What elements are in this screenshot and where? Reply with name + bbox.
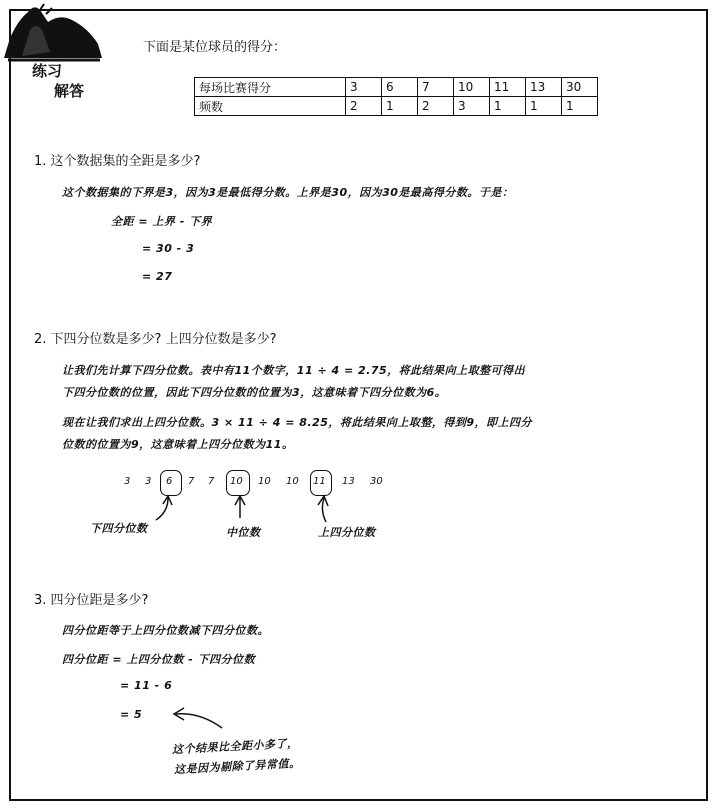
table-cell: 13 [526,78,562,97]
q2-para1-line2: 下四分位数的位置，因此下四分位数的位置为3，这意味着下四分位数为6。 [62,386,447,399]
table-row [195,97,598,116]
q3-formula-line1: 四分位距 = 上四分位数 - 下四分位数 [62,653,256,666]
table-cell: 3 [454,97,490,116]
table-cell: 30 [562,78,598,97]
sequence-value: 6 [166,476,173,487]
table-row [195,78,598,97]
exercise-badge [0,0,110,100]
sequence-value: 11 [313,476,326,487]
table-cell: 2 [346,97,382,116]
lower-quartile-label: 下四分位数 [90,522,148,535]
table-cell: 6 [382,78,418,97]
table-cell: 1 [490,97,526,116]
table-cell: 3 [346,78,382,97]
q1-formula-line2: = 30 - 3 [142,242,195,255]
q2-para2-line1: 现在让我们求出上四分位数。3 × 11 ÷ 4 = 8.25，将此结果向上取整，得到9，即上四分 [62,416,533,429]
table-cell: 11 [490,78,526,97]
q3-answer: 四分位距等于上四分位数减下四分位数。 [62,624,269,637]
table-cell: 7 [418,78,454,97]
q1-answer: 这个数据集的下界是3，因为3是最低得分数。上界是30，因为30是最高得分数。于是： [62,186,514,199]
sequence-value: 30 [370,476,383,487]
table-cell: 频数 [195,97,346,116]
sequence-value: 10 [286,476,299,487]
intro-text: 下面是某位球员的得分： [143,40,287,55]
question-2: 2. 下四分位数是多少? 上四分位数是多少? [34,332,277,347]
sequence-value: 10 [258,476,271,487]
table-cell: 每场比赛得分 [195,78,346,97]
upper-quartile-label: 上四分位数 [318,526,376,539]
badge-line2: 解答 [54,82,85,100]
q3-note-line2: 这是因为剔除了异常值。 [173,756,301,777]
question-1: 1. 这个数据集的全距是多少? [34,154,201,169]
badge-line1: 练习 [32,62,63,80]
sequence-value: 13 [342,476,355,487]
table-cell: 10 [454,78,490,97]
sequence-value: 3 [124,476,131,487]
median-label: 中位数 [226,526,261,539]
q1-formula-line3: = 27 [142,270,173,283]
q2-para1-line1: 让我们先计算下四分位数。表中有11个数字，11 ÷ 4 = 2.75，将此结果向上取整可得出 [62,364,526,377]
q3-note-line1: 这个结果比全距小多了， [171,736,299,757]
score-frequency-table [194,77,598,116]
page-frame [9,9,708,801]
q2-para2-line2: 位数的位置为9，这意味着上四分位数为11。 [62,438,294,451]
question-3: 3. 四分位距是多少? [34,593,149,608]
table-cell: 1 [382,97,418,116]
table-cell: 1 [562,97,598,116]
q3-formula-line2: = 11 - 6 [120,679,173,692]
sequence-value: 7 [208,476,215,487]
table-cell: 1 [526,97,562,116]
sequence-value: 7 [188,476,195,487]
table-cell: 2 [418,97,454,116]
sequence-value: 10 [230,476,243,487]
q3-formula-line3: = 5 [120,708,143,721]
q1-formula-line1: 全距 = 上界 - 下界 [111,215,213,228]
sequence-value: 3 [145,476,152,487]
